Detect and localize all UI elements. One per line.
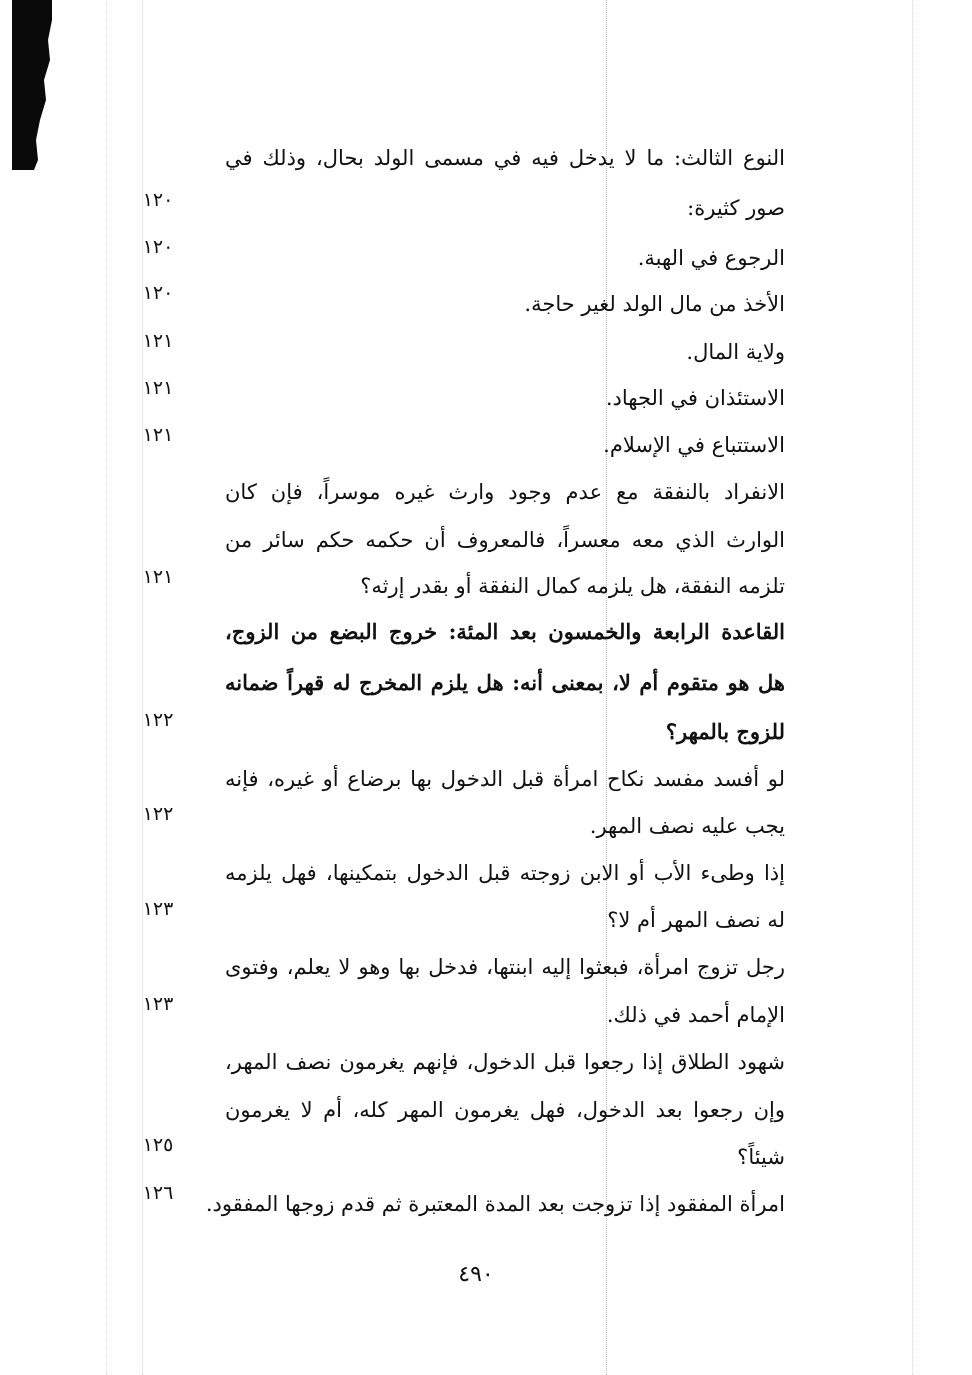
index-line: الرجوع في الهبة.: [637, 246, 785, 270]
scan-edge-shadow: [12, 0, 52, 170]
index-line: إذا وطىء الأب أو الابن زوجته قبل الدخول بتمكينها، فهل يلزمه: [225, 861, 785, 885]
page-ref: ١٢٥: [142, 1134, 174, 1156]
index-line: الاستئذان في الجهاد.: [605, 386, 785, 410]
index-line: لو أفسد مفسد نكاح امرأة قبل الدخول بها برضاع أو غيره، فإنه: [225, 767, 785, 791]
index-line: امرأة المفقود إذا تزوجت بعد المدة المعتبرة ثم قدم زوجها المفقود.: [205, 1192, 785, 1216]
index-line: الاستتباع في الإسلام.: [603, 433, 785, 457]
fold-line: [106, 0, 107, 1375]
index-line: النوع الثالث: ما لا يدخل فيه في مسمى الولد بحال، وذلك في: [225, 146, 785, 170]
page-ref: ١٢٣: [142, 993, 174, 1015]
index-line: له نصف المهر أم لا؟: [607, 908, 785, 932]
page-ref: ١٢٠: [142, 189, 174, 211]
page-ref: ١٢٠: [142, 236, 174, 258]
page-ref: ١٢٦: [142, 1182, 174, 1204]
index-line: شيئاً؟: [737, 1145, 785, 1169]
page-ref: ١٢٠: [142, 282, 174, 304]
page-ref: ١٢٢: [142, 803, 174, 825]
index-heading-line: للزوج بالمهر؟: [665, 719, 785, 744]
page-ref: ١٢٣: [142, 898, 174, 920]
fold-line: [912, 0, 913, 1375]
index-line: صور كثيرة:: [687, 196, 785, 220]
index-line: وإن رجعوا بعد الدخول، فهل يغرمون المهر كله، أم لا يغرمون: [225, 1098, 785, 1122]
index-line: يجب عليه نصف المهر.: [589, 814, 785, 838]
index-heading-line: القاعدة الرابعة والخمسون بعد المئة: خروج البضع من الزوج،: [225, 619, 785, 644]
index-line: الانفراد بالنفقة مع عدم وجود وارث غيره موسراً، فإن كان: [225, 480, 785, 504]
index-line: رجل تزوج امرأة، فبعثوا إليه ابنتها، فدخل بها وهو لا يعلم، وفتوى: [225, 955, 785, 979]
page-ref: ١٢١: [142, 424, 174, 446]
page-ref: ١٢١: [142, 377, 174, 399]
index-line: الأخذ من مال الولد لغير حاجة.: [524, 292, 785, 316]
page-ref: ١٢٢: [142, 709, 174, 731]
index-line: الإمام أحمد في ذلك.: [606, 1003, 785, 1027]
index-line: ولاية المال.: [686, 340, 785, 364]
page-ref: ١٢١: [142, 566, 174, 588]
index-heading-line: هل هو متقوم أم لا، بمعنى أنه: هل يلزم المخرج له قهراً ضمانه: [225, 670, 785, 695]
index-line: تلزمه النفقة، هل يلزمه كمال النفقة أو بقدر إرثه؟: [360, 574, 785, 598]
page-folio: ٤٩٠: [458, 1262, 494, 1287]
page-ref: ١٢١: [142, 330, 174, 352]
index-line: الوارث الذي معه معسراً، فالمعروف أن حكمه حكم سائر من: [225, 528, 785, 552]
index-line: شهود الطلاق إذا رجعوا قبل الدخول، فإنهم يغرمون نصف المهر،: [225, 1050, 785, 1074]
